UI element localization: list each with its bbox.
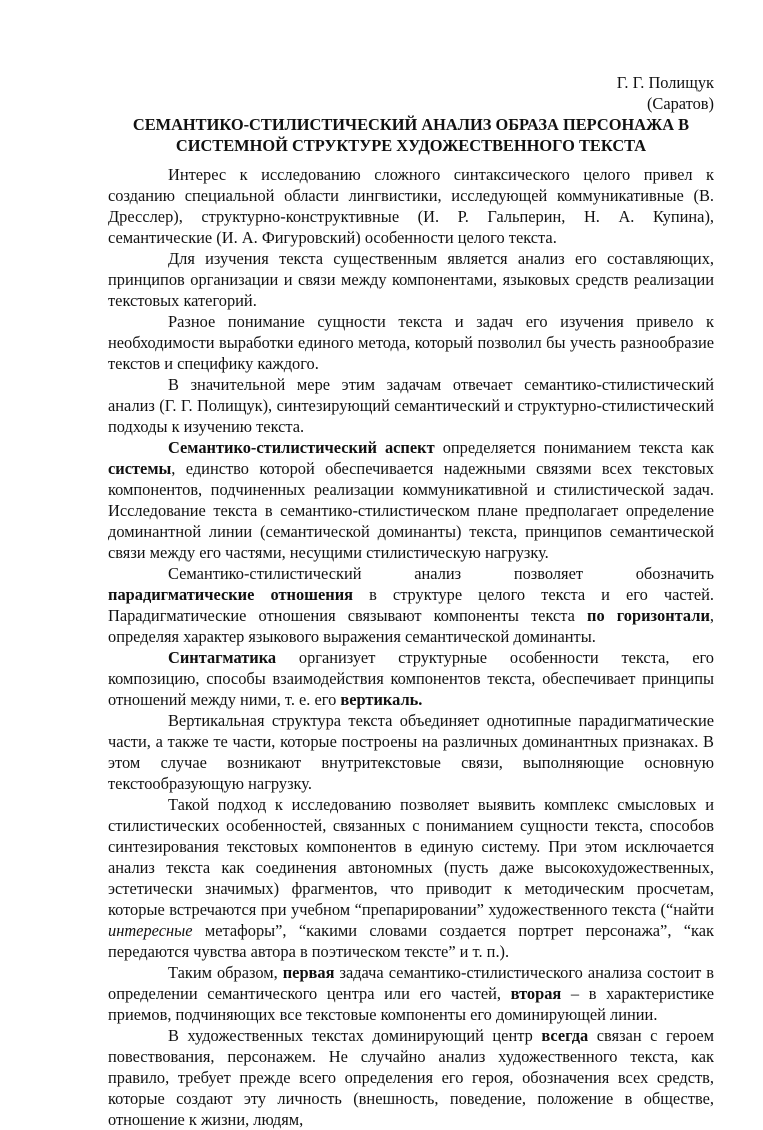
text-run: – в характеристике приемов, подчиняющих все текстовые компоненты его доминирующей линии.	[108, 984, 714, 1024]
paragraph	[108, 794, 714, 962]
text-run: В значительной мере этим задачам отвечает семантико-стилистический анализ (Г. Г. Полищук), синтезирующий семантический и структурно-стилистический подходы к изучению текста.	[108, 375, 714, 436]
author-name: Г. Г. Полищук	[616, 73, 714, 92]
text-run: , единство которой обеспечивается надежными связями всех текстовых компонентов, подчиненных реализации коммуникативной и стилистической задач. Исследование текста в семантико-стилистическом плане предполагает определение доминантной линии (семантической доминанты) текста, принципов семантической связи между его частями, несущими стилистическую нагрузку.	[108, 459, 714, 562]
paragraph	[108, 311, 714, 374]
paragraph	[108, 437, 714, 563]
article-body	[108, 164, 714, 1130]
text-run: организует структурные особенности текста, его композицию, способы взаимодействия компонентов текста, обеспечивает принципы отношений между ними, т. е. его	[108, 648, 714, 709]
paragraph	[108, 1025, 714, 1130]
author-city: (Саратов)	[646, 94, 714, 113]
text-run: связан с героем повествования, персонажем. Не случайно анализ художественного текста, как правило, требует прежде всего определения его героя, обозначения всех средств, которые создают эту личность (внешность, поведение, положение в обществе, отношение к жизни, людям,	[108, 1026, 714, 1129]
italic-text: интересные	[108, 921, 193, 940]
text-run: задача семантико-стилистического анализа состоит в определении семантического центра или его частей,	[108, 963, 714, 1003]
bold-text: Семантико-стилистический аспект	[168, 438, 435, 457]
paragraph	[108, 248, 714, 311]
text-run: В художественных текстах доминирующий центр	[168, 1026, 542, 1045]
text-run: Таким образом,	[168, 963, 283, 982]
text-run: Семантико-стилистический анализ позволяет обозначить	[168, 564, 714, 583]
text-run: , определяя характер языкового выражения семантической доминанты.	[108, 606, 714, 646]
bold-text: вторая	[510, 984, 562, 1003]
text-run: Такой подход к исследованию позволяет выявить комплекс смысловых и стилистических особенностей, связанных с пониманием сущности текста, способов синтезирования текстовых компонентов в единую систему. При этом исключается анализ текста как соединения автономных (пусть даже высокохудожественных, эстетически значимых) фрагментов, что приводит к методическим просчетам, которые встречаются при учебном “препарировании” художественного текста (“найти	[108, 795, 714, 919]
bold-text: вертикаль.	[340, 690, 423, 709]
paragraph	[108, 164, 714, 248]
bold-text: по горизонтали	[587, 606, 710, 625]
bold-text: парадигматические отношения	[108, 585, 354, 604]
article-title-line-1: СЕМАНТИКО-СТИЛИСТИЧЕСКИЙ АНАЛИЗ ОБРАЗА ПЕРСОНАЖА В	[132, 115, 690, 134]
bold-text: Синтагматика	[168, 648, 277, 667]
text-run: Вертикальная структура текста объединяет однотипные парадигматические части, а также те части, которые построены на различных доминантных признаках. В этом случае возникают внутритекстовые связи, выполняющие основную текстообразующую нагрузку.	[108, 711, 714, 793]
paragraph	[108, 563, 714, 647]
bold-text: первая	[282, 963, 335, 982]
text-run: в структуре целого текста и его частей. Парадигматические отношения связывают компоненты текста	[108, 585, 714, 625]
paragraph	[108, 710, 714, 794]
document-page	[108, 72, 714, 1130]
text-run: определяется пониманием текста как	[434, 438, 714, 457]
paragraph	[108, 374, 714, 437]
paragraph	[108, 962, 714, 1025]
text-run: метафоры”, “какими словами создается портрет персонажа”, “как передаются чувства автора в поэтическом тексте” и т. п.).	[108, 921, 714, 961]
bold-text: системы	[108, 459, 172, 478]
bold-text: всегда	[541, 1026, 589, 1045]
text-run: Разное понимание сущности текста и задач его изучения привело к необходимости выработки единого метода, который позволил бы учесть разнообразие текстов и специфику каждого.	[108, 312, 714, 373]
text-run: Интерес к исследованию сложного синтаксического целого привел к созданию специальной области лингвистики, исследующей коммуникативные (В. Дресслер), структурно-конструктивные (И. Р. Гальперин, Н. А. Купина), семантические (И. А. Фигуровский) особенности целого текста.	[108, 165, 714, 247]
text-run: Для изучения текста существенным является анализ его составляющих, принципов организации и связи между компонентами, языковых средств реализации текстовых категорий.	[108, 249, 714, 310]
paragraph	[108, 647, 714, 710]
article-title-line-2: СИСТЕМНОЙ СТРУКТУРЕ ХУДОЖЕСТВЕННОГО ТЕКСТА	[175, 136, 647, 155]
